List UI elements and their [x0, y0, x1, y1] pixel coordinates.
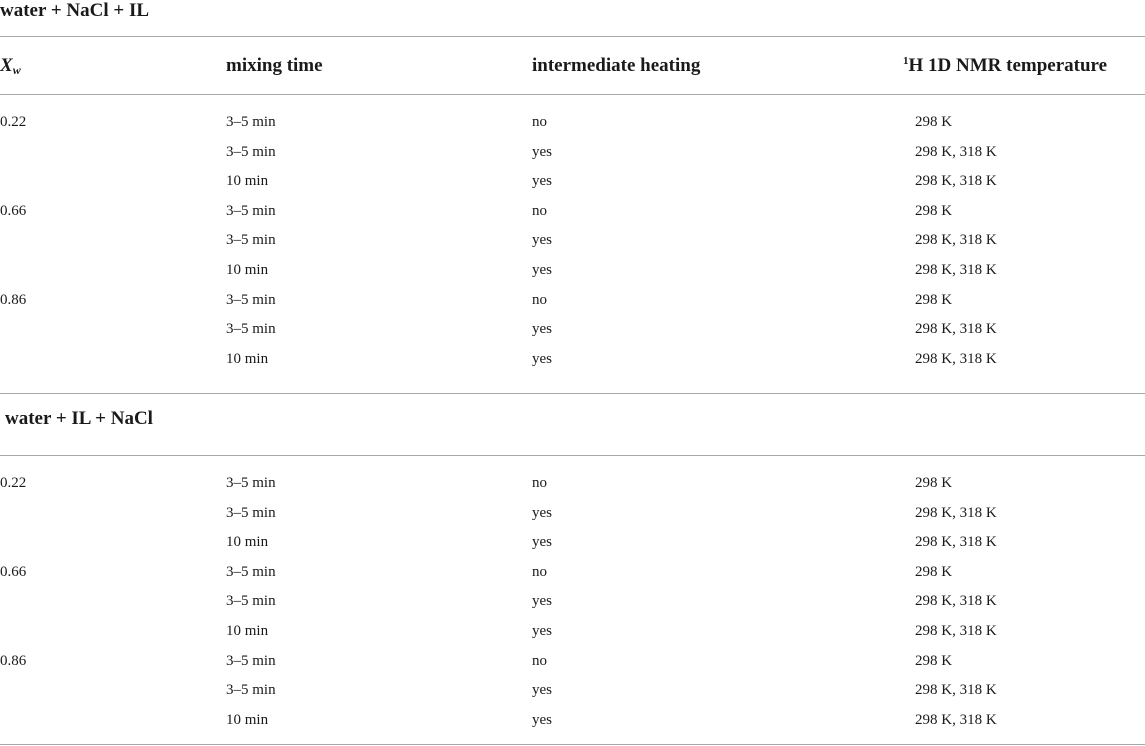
table-row	[0, 651, 1145, 681]
cell-nmr-temperature: 298 K, 318 K	[915, 173, 997, 190]
table-row	[0, 621, 1145, 651]
table-row	[0, 680, 1145, 710]
cell-intermediate-heating: yes	[532, 682, 552, 699]
cell-nmr-temperature: 298 K, 318 K	[915, 261, 997, 278]
header-xw-symbol: X	[0, 55, 13, 76]
table-row	[0, 201, 1145, 231]
cell-xw: 0.86	[0, 652, 27, 669]
section-1-body	[0, 112, 1145, 378]
cell-nmr-temperature: 298 K, 318 K	[915, 534, 997, 551]
table-row	[0, 349, 1145, 379]
table-header	[0, 55, 1145, 85]
section-title-2: water + IL + NaCl	[5, 408, 153, 429]
table-row	[0, 710, 1145, 740]
cell-nmr-temperature: 298 K, 318 K	[915, 711, 997, 728]
header-rule	[0, 94, 1145, 95]
cell-nmr-temperature: 298 K, 318 K	[915, 143, 997, 160]
header-nmr-label: H 1D NMR temperature	[908, 55, 1108, 76]
cell-nmr-temperature: 298 K, 318 K	[915, 622, 997, 639]
table-row	[0, 171, 1145, 201]
table-row	[0, 230, 1145, 260]
cell-nmr-temperature: 298 K, 318 K	[915, 593, 997, 610]
table-row	[0, 473, 1145, 503]
table-row	[0, 112, 1145, 142]
table-row	[0, 591, 1145, 621]
cell-intermediate-heating: yes	[532, 321, 552, 338]
cell-intermediate-heating: no	[532, 652, 547, 669]
cell-mixing-time: 3–5 min	[226, 652, 276, 669]
section-divider-rule	[0, 393, 1145, 394]
cell-intermediate-heating: no	[532, 114, 547, 130]
cell-mixing-time: 10 min	[226, 534, 269, 551]
cell-intermediate-heating: yes	[532, 350, 552, 367]
cell-xw: 0.22	[0, 475, 27, 491]
table-row	[0, 260, 1145, 290]
cell-mixing-time: 10 min	[226, 261, 269, 278]
header-nmr-superscript: 1	[903, 55, 909, 67]
bottom-rule	[0, 744, 1145, 745]
cell-mixing-time: 3–5 min	[226, 143, 276, 160]
cell-intermediate-heating: yes	[532, 232, 552, 249]
header-nmr-temperature	[903, 55, 1107, 77]
cell-intermediate-heating: yes	[532, 261, 552, 278]
top-rule	[0, 36, 1145, 37]
cell-mixing-time: 3–5 min	[226, 114, 276, 130]
cell-nmr-temperature: 298 K	[915, 475, 953, 491]
table-row	[0, 562, 1145, 592]
header-xw	[0, 55, 21, 78]
cell-mixing-time: 3–5 min	[226, 291, 276, 308]
header-xw-subscript: w	[12, 63, 21, 77]
cell-nmr-temperature: 298 K, 318 K	[915, 350, 997, 367]
cell-mixing-time: 10 min	[226, 622, 269, 639]
section-title-1: water + NaCl + IL	[0, 0, 150, 21]
cell-xw: 0.22	[0, 114, 27, 130]
cell-intermediate-heating: yes	[532, 504, 552, 521]
table-row	[0, 142, 1145, 172]
cell-intermediate-heating: yes	[532, 173, 552, 190]
cell-intermediate-heating: yes	[532, 534, 552, 551]
table-row	[0, 532, 1145, 562]
cell-nmr-temperature: 298 K	[915, 202, 953, 219]
cell-nmr-temperature: 298 K, 318 K	[915, 504, 997, 521]
cell-intermediate-heating: no	[532, 563, 547, 580]
cell-intermediate-heating: yes	[532, 593, 552, 610]
cell-nmr-temperature: 298 K	[915, 652, 953, 669]
cell-mixing-time: 10 min	[226, 173, 269, 190]
header-mixing-time: mixing time	[226, 55, 323, 76]
cell-nmr-temperature: 298 K, 318 K	[915, 682, 997, 699]
cell-intermediate-heating: yes	[532, 143, 552, 160]
cell-intermediate-heating: yes	[532, 711, 552, 728]
cell-intermediate-heating: yes	[532, 622, 552, 639]
cell-mixing-time: 3–5 min	[226, 321, 276, 338]
cell-nmr-temperature: 298 K	[915, 114, 953, 130]
cell-nmr-temperature: 298 K, 318 K	[915, 232, 997, 249]
cell-nmr-temperature: 298 K, 318 K	[915, 321, 997, 338]
cell-intermediate-heating: no	[532, 475, 547, 491]
cell-xw: 0.66	[0, 563, 27, 580]
cell-mixing-time: 3–5 min	[226, 232, 276, 249]
cell-nmr-temperature: 298 K	[915, 291, 953, 308]
cell-mixing-time: 10 min	[226, 350, 269, 367]
header-intermediate-heating: intermediate heating	[532, 55, 701, 76]
table-row	[0, 319, 1145, 349]
section-2-rule	[0, 455, 1145, 456]
table-row	[0, 503, 1145, 533]
cell-intermediate-heating: no	[532, 202, 547, 219]
cell-mixing-time: 3–5 min	[226, 682, 276, 699]
cell-mixing-time: 3–5 min	[226, 475, 276, 491]
cell-mixing-time: 3–5 min	[226, 563, 276, 580]
cell-xw: 0.86	[0, 291, 27, 308]
cell-mixing-time: 3–5 min	[226, 593, 276, 610]
cell-mixing-time: 3–5 min	[226, 202, 276, 219]
cell-mixing-time: 3–5 min	[226, 504, 276, 521]
cell-mixing-time: 10 min	[226, 711, 269, 728]
cell-nmr-temperature: 298 K	[915, 563, 953, 580]
cell-xw: 0.66	[0, 202, 27, 219]
table-row	[0, 290, 1145, 320]
cell-intermediate-heating: no	[532, 291, 547, 308]
section-2-body	[0, 473, 1145, 739]
